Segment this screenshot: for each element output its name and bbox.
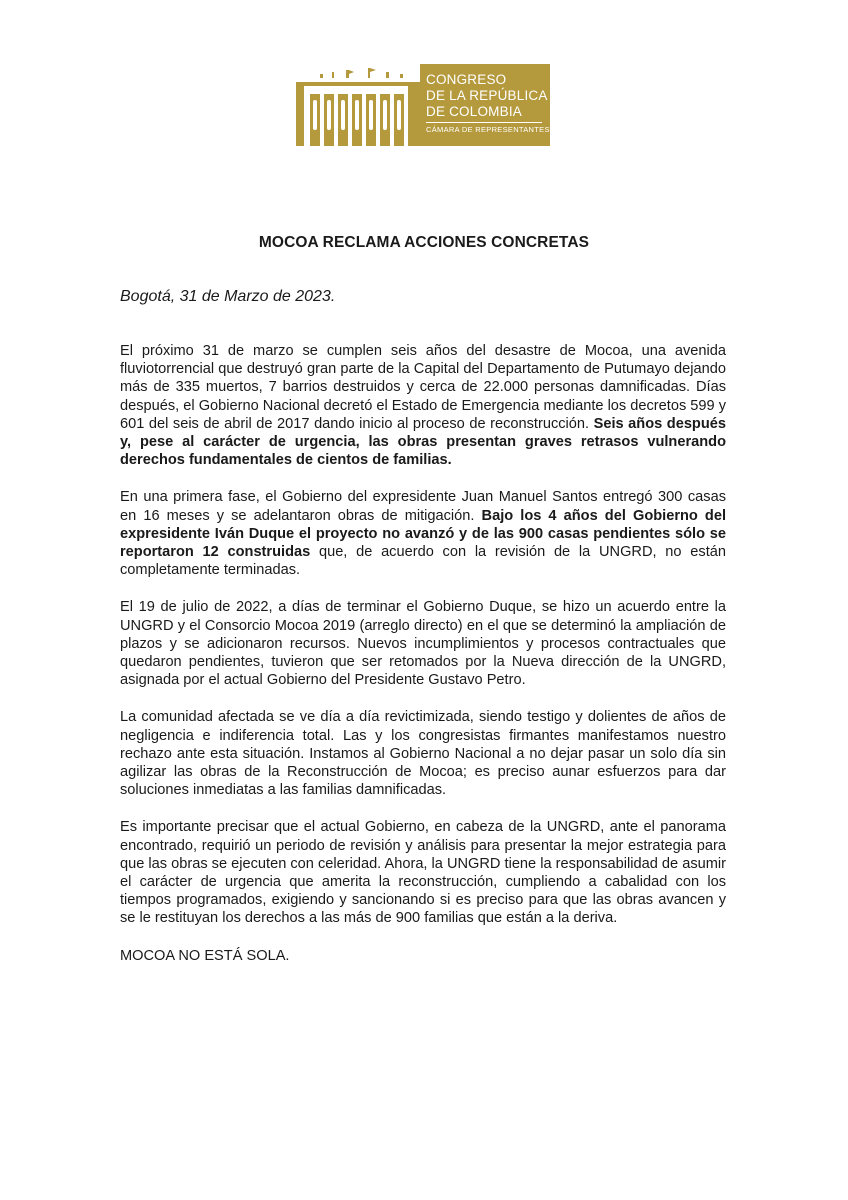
congress-logo [296, 64, 550, 146]
paragraph-3: El 19 de julio de 2022, a días de terminar el Gobierno Duque, se hizo un acuerdo entre la UNGRD y el Consorcio Mocoa 2019 (arreglo directo) en el que se determinó la ampliación de plazos y se adicionaron recursos. Nuevos incumplimientos y procesos contractuales que quedaron pendientes, tuvieron que ser retomados por la Nueva dirección de la UNGRD, asignada por el actual Gobierno del Presidente Gustavo Petro. [120, 599, 726, 689]
paragraph-2-text-b: que, de acuerdo con la revisión de la UNGRD, no están completamente terminadas. [120, 544, 726, 579]
logo-divider [426, 122, 542, 123]
paragraph-2-text-a: En una primera fase, el Gobierno del expresidente Juan Manuel Santos entregó 300 casas en 16 meses y se adelantaron obras de mitigación. [120, 489, 726, 524]
capitol-building-icon [296, 64, 420, 146]
paragraph-2-bold: Bajo los 4 años del Gobierno del expresidente Iván Duque el proyecto no avanzó y de las 900 casas pendientes sólo se reportaron 12 construidas [120, 507, 726, 561]
document-body [120, 342, 726, 984]
logo-subtitle: CÁMARA DE REPRESENTANTES [426, 125, 550, 134]
logo-line-1: CONGRESO [426, 72, 507, 87]
paragraph-4: La comunidad afectada se ve día a día revictimizada, siendo testigo y dolientes de años de negligencia e indiferencia total. Las y los congresistas firmantes manifestamos nuestro rechazo ante esta situación. Instamos al Gobierno Nacional a no dejar pasar un solo día sin agilizar las obras de la Reconstrucción de Mocoa; es preciso aunar esfuerzos para dar soluciones inmediatas a las familias damnificadas. [120, 709, 726, 799]
closing-line: MOCOA NO ESTÁ SOLA. [120, 947, 290, 964]
document-date: Bogotá, 31 de Marzo de 2023. [120, 288, 336, 305]
paragraph-5: Es importante precisar que el actual Gobierno, en cabeza de la UNGRD, ante el panorama encontrado, requirió un periodo de revisión y análisis para presentar la mejor estrategia para que las obras se ejecuten con celeridad. Ahora, la UNGRD tiene la responsabilidad de asumir el carácter de urgencia que amerita la reconstrucción, cumpliendo a cabalidad con los tiempos programados, exigiendo y sancionando si es preciso para que las obras avancen y se le restituyan los derechos a las más de 900 familias que están a la deriva. [120, 819, 726, 927]
paragraph-1 [120, 342, 726, 469]
paragraph-2 [120, 488, 726, 579]
logo-line-2: DE LA REPÚBLICA [426, 88, 548, 103]
logo-line-3: DE COLOMBIA [426, 104, 522, 119]
document-title: MOCOA RECLAMA ACCIONES CONCRETAS [258, 234, 590, 251]
paragraph-1-text: El próximo 31 de marzo se cumplen seis años del desastre de Mocoa, una avenida fluviotorrencial que destruyó gran parte de la Capital del Departamento de Putumayo dejando más de 335 muertos, 7 barrios destruidos y cerca de 22.000 personas damnificadas. Días después, el Gobierno Nacional decretó el Estado de Emergencia mediante los decretos 599 y 601 del seis de abril de 2017 dando inicio al proceso de reconstrucción. [120, 343, 727, 432]
paragraph-1-bold: Seis años después y, pese al carácter de urgencia, las obras presentan graves retrasos vulnerando derechos fundamentales de cientos de familias. [120, 415, 726, 469]
logo-text [426, 72, 550, 135]
